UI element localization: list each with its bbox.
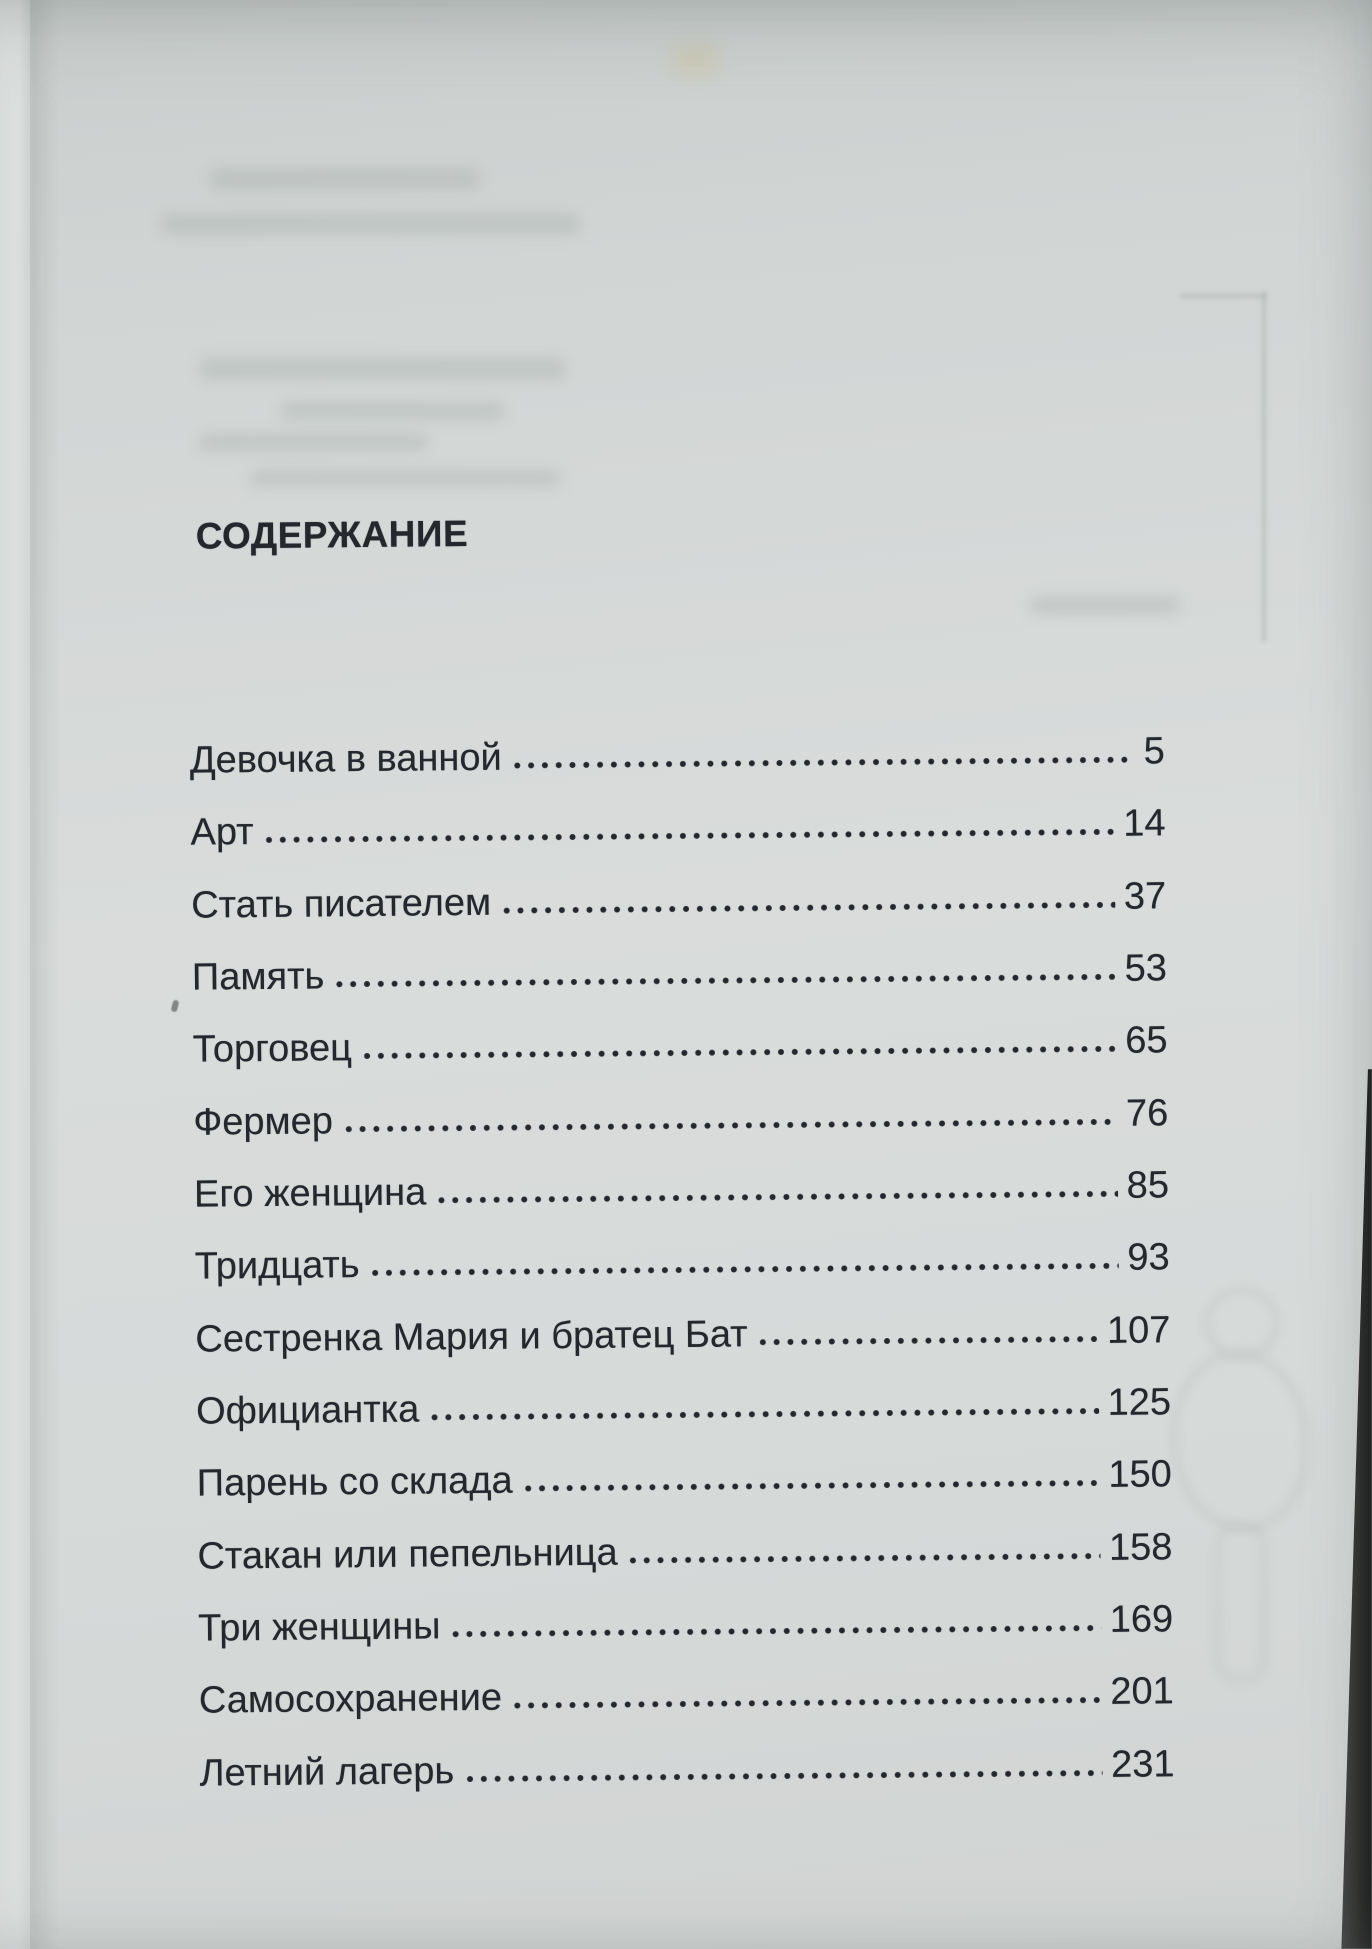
dot-leader — [503, 900, 1115, 914]
dot-leader — [630, 1552, 1101, 1565]
dot-leader — [364, 1045, 1116, 1060]
dot-leader — [336, 973, 1115, 988]
page-title: СОДЕРЖАНИЕ — [195, 512, 469, 557]
showthrough-sketch — [1172, 1352, 1308, 1530]
toc-entry-title: Память — [191, 955, 325, 999]
toc-page-number: 93 — [1127, 1236, 1170, 1280]
dot-leader — [525, 1479, 1100, 1493]
showthrough-band — [280, 402, 505, 420]
dot-leader — [760, 1335, 1098, 1346]
toc-page-number: 65 — [1125, 1019, 1168, 1063]
toc-row — [190, 802, 1166, 887]
showthrough-band — [198, 434, 428, 451]
paper-speck — [171, 999, 180, 1012]
toc-row — [190, 732, 1166, 814]
toc-entry-title: Летний лагерь — [199, 1750, 455, 1795]
toc-entry-title: Фермер — [193, 1100, 334, 1144]
toc-entry-title: Стать писателем — [191, 881, 492, 927]
dot-leader — [466, 1769, 1102, 1783]
toc-page-number: 201 — [1110, 1670, 1175, 1714]
showthrough-band — [210, 168, 480, 190]
toc-row — [198, 1600, 1174, 1682]
page-left-edge — [0, 0, 34, 1949]
toc-page-number: 231 — [1110, 1743, 1175, 1786]
toc-row — [198, 1670, 1175, 1755]
dot-leader — [372, 1262, 1119, 1277]
toc-entry-title: Парень со склада — [196, 1460, 513, 1506]
showthrough-frame-corner — [1180, 294, 1266, 298]
toc-page-number: 5 — [1143, 730, 1166, 773]
showthrough-band — [160, 214, 580, 234]
toc-list — [190, 732, 1175, 1826]
toc-page-number: 169 — [1109, 1598, 1174, 1642]
toc-entry-title: Стакан или пепельница — [197, 1531, 618, 1578]
toc-row — [192, 1019, 1168, 1104]
toc-row — [194, 1166, 1170, 1248]
dot-leader — [453, 1624, 1101, 1638]
showthrough-band — [250, 470, 560, 486]
toc-page-number: 76 — [1125, 1092, 1169, 1135]
binding-seam-shadow — [30, 0, 64, 1949]
toc-row — [197, 1528, 1173, 1610]
toc-page-number: 158 — [1108, 1526, 1173, 1569]
toc-page-number: 53 — [1124, 947, 1168, 990]
toc-row — [191, 877, 1167, 959]
toc-row — [194, 1236, 1171, 1321]
toc-row — [192, 949, 1168, 1031]
toc-entry-title: Три женщины — [197, 1605, 441, 1650]
toc-row — [193, 1094, 1169, 1176]
toc-page-number: 14 — [1123, 802, 1166, 846]
showthrough-frame-corner — [1262, 292, 1266, 642]
dot-leader — [438, 1190, 1118, 1205]
toc-row — [196, 1383, 1172, 1465]
showthrough-sketch — [1216, 1524, 1266, 1682]
dot-leader — [431, 1407, 1098, 1421]
toc-entry-title: Официантка — [195, 1388, 420, 1433]
showthrough-band — [200, 358, 565, 380]
toc-page-number: 125 — [1107, 1381, 1172, 1424]
toc-entry-title: Самосохранение — [198, 1677, 503, 1723]
toc-content — [188, 507, 1176, 1826]
paper-stain — [655, 30, 735, 90]
toc-page-number: 150 — [1108, 1453, 1172, 1497]
toc-entry-title: Сестренка Мария и братец Бат — [195, 1313, 748, 1361]
toc-page-number: 37 — [1123, 875, 1167, 918]
toc-row — [199, 1745, 1175, 1827]
toc-row — [196, 1453, 1173, 1538]
dot-leader — [514, 756, 1135, 770]
toc-entry-title: Его женщина — [193, 1171, 427, 1216]
toc-entry-title: Девочка в ванной — [189, 736, 502, 782]
dot-leader — [345, 1118, 1117, 1133]
dot-leader — [514, 1696, 1102, 1710]
toc-page-number: 85 — [1126, 1164, 1170, 1207]
toc-row — [195, 1311, 1171, 1393]
showthrough-sketch — [1205, 1288, 1279, 1358]
dot-leader — [266, 828, 1115, 844]
toc-page-number: 107 — [1106, 1309, 1171, 1352]
toc-entry-title: Тридцать — [194, 1244, 360, 1289]
photo-background-edge — [1338, 1069, 1372, 1949]
toc-entry-title: Торговец — [192, 1027, 353, 1072]
toc-entry-title: Арт — [190, 811, 254, 855]
